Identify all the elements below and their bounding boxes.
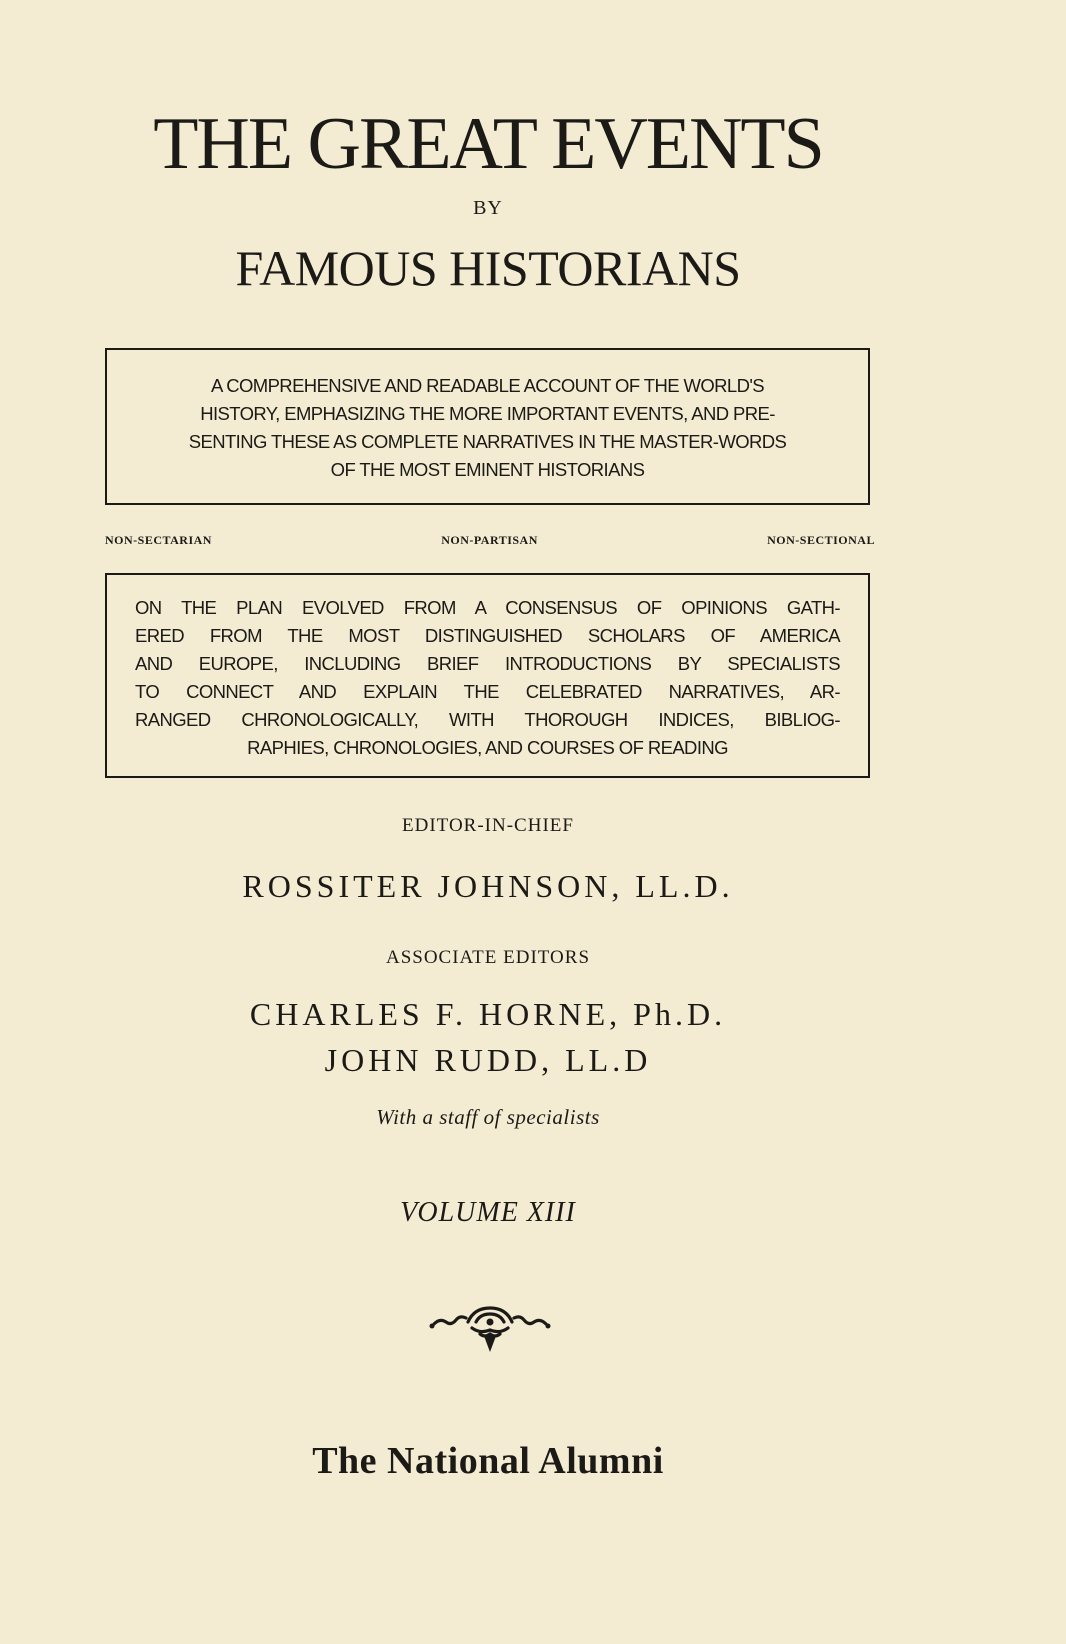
plan-line: ERED FROM THE MOST DISTINGUISHED SCHOLARS OF AMERICA: [135, 625, 840, 646]
motto-non-sectional: NON-SECTIONAL: [767, 533, 875, 547]
description-box: [105, 348, 870, 505]
editor-in-chief-label: EDITOR-IN-CHIEF: [402, 815, 574, 836]
plan-line: ON THE PLAN EVOLVED FROM A CONSENSUS OF OPINIONS GATH-: [135, 597, 840, 618]
description-line: A COMPREHENSIVE AND READABLE ACCOUNT OF THE WORLD'S: [210, 375, 765, 396]
book-title: THE GREAT EVENTS: [153, 103, 823, 185]
editor-in-chief-name: ROSSITER JOHNSON, LL.D.: [242, 868, 734, 904]
by-label: BY: [473, 197, 503, 219]
description-line: HISTORY, EMPHASIZING THE MORE IMPORTANT EVENTS, AND PRE-: [200, 403, 775, 424]
description-line: SENTING THESE AS COMPLETE NARRATIVES IN THE MASTER-WORDS: [188, 431, 787, 452]
fleuron-ornament-icon: [428, 1300, 552, 1354]
associate-editors-label: ASSOCIATE EDITORS: [385, 947, 591, 968]
motto-non-sectarian: NON-SECTARIAN: [105, 533, 212, 547]
description-line: OF THE MOST EMINENT HISTORIANS: [330, 459, 645, 480]
plan-box: [105, 573, 870, 778]
associate-editor-name: CHARLES F. HORNE, Ph.D.: [249, 996, 727, 1032]
volume-label: VOLUME XIII: [400, 1197, 576, 1228]
plan-line: RANGED CHRONOLOGICALLY, WITH THOROUGH INDICES, BIBLIOG-: [135, 709, 840, 730]
staff-note: With a staff of specialists: [376, 1105, 600, 1129]
plan-line: TO CONNECT AND EXPLAIN THE CELEBRATED NARRATIVES, AR-: [135, 681, 840, 702]
plan-line: RAPHIES, CHRONOLOGIES, AND COURSES OF READING: [247, 737, 728, 758]
plan-line: AND EUROPE, INCLUDING BRIEF INTRODUCTIONS BY SPECIALISTS: [135, 653, 840, 674]
publisher-name: The National Alumni: [312, 1440, 664, 1482]
motto-row: [105, 533, 875, 548]
book-subtitle: FAMOUS HISTORIANS: [235, 240, 741, 296]
motto-non-partisan: NON-PARTISAN: [441, 533, 538, 547]
associate-editor-name: JOHN RUDD, LL.D: [324, 1042, 652, 1078]
